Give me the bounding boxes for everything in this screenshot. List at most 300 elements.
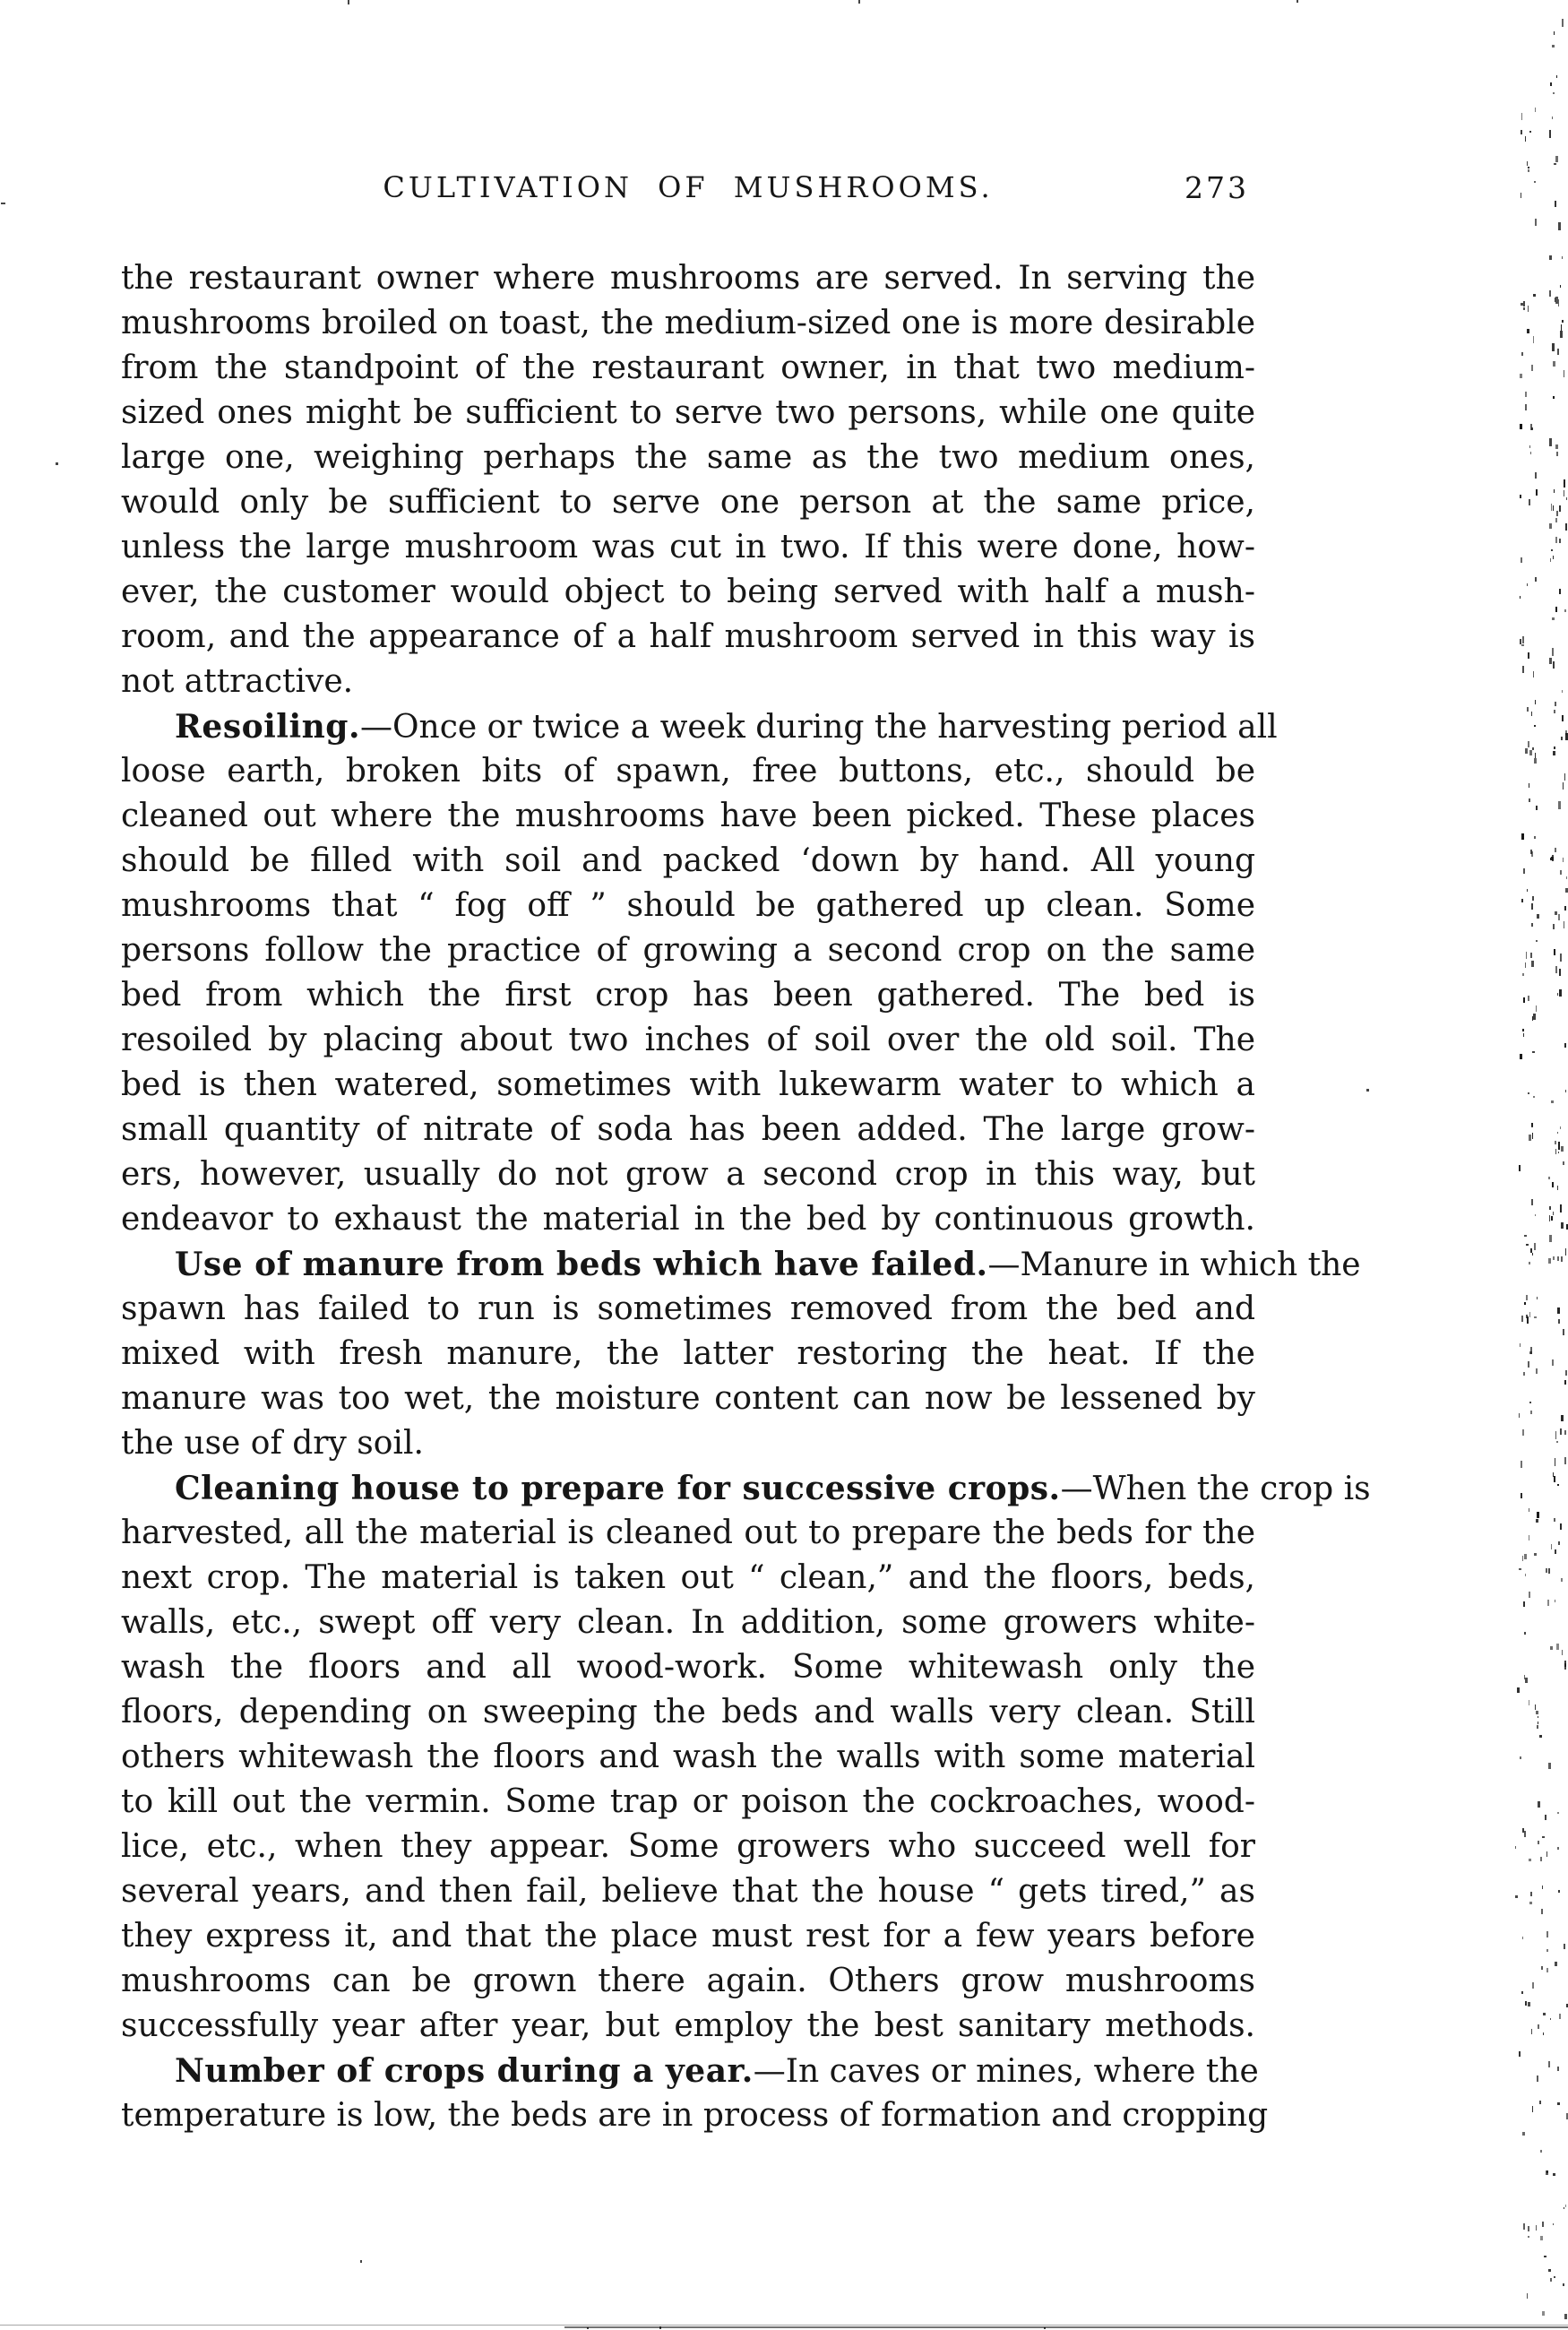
scan-noise-speck (1536, 1005, 1538, 1012)
scan-noise-speck (1537, 1512, 1539, 1518)
scan-noise-speck (1551, 1216, 1553, 1221)
scan-noise-speck (1523, 1601, 1525, 1608)
scan-noise-speck (1532, 747, 1534, 751)
scan-noise-speck (1536, 1711, 1538, 1714)
scan-artifact-speck (360, 2260, 362, 2263)
scan-noise-speck (1525, 1574, 1526, 1575)
scan-noise-speck (1541, 1966, 1543, 1970)
text-line: to kill out the vermin. Some trap or poison the cockroaches, wood- (121, 1783, 1255, 1820)
scan-noise-speck (1525, 136, 1526, 142)
scan-noise-speck (1529, 445, 1531, 449)
scan-noise-speck (1557, 1847, 1559, 1850)
text-line: the restaurant owner where mushrooms are served. In serving the (121, 260, 1255, 297)
scan-noise-speck (1532, 1133, 1533, 1139)
scan-noise-speck (1540, 1857, 1542, 1861)
scan-noise-speck (1552, 617, 1555, 620)
scan-noise-speck (1520, 495, 1521, 498)
scan-noise-speck (1558, 914, 1560, 919)
scan-noise-speck (1529, 1902, 1532, 1903)
scan-noise-speck (1522, 1937, 1524, 1939)
scan-noise-speck (1558, 801, 1561, 809)
scan-noise-speck (1558, 299, 1559, 306)
scan-noise-speck (1557, 1256, 1559, 1261)
scan-noise-speck (1558, 222, 1561, 230)
scan-artifact-speck (858, 0, 860, 4)
scan-noise-speck (1534, 725, 1536, 728)
scan-noise-speck (1557, 1186, 1558, 1190)
scan-noise-speck (1561, 1146, 1564, 1151)
scan-noise-speck (1533, 671, 1534, 677)
scan-noise-speck (1527, 889, 1529, 892)
scan-noise-speck (1560, 1428, 1562, 1435)
scan-noise-speck (1540, 2236, 1542, 2240)
scan-noise-speck (1537, 2075, 1538, 2082)
scan-noise-speck (1561, 1222, 1564, 1229)
scan-noise-speck (1564, 1457, 1566, 1465)
scan-noise-speck (1535, 108, 1536, 112)
scan-artifact-speck (1366, 1089, 1369, 1092)
scan-noise-speck (1533, 1014, 1536, 1020)
scan-noise-speck (1550, 82, 1552, 86)
scan-noise-speck (1527, 707, 1529, 711)
scan-noise-speck (1534, 1316, 1536, 1318)
scan-noise-speck (1552, 116, 1553, 119)
scan-noise-speck (1528, 1092, 1529, 1094)
scan-noise-speck (1564, 609, 1567, 611)
scan-noise-speck (1555, 537, 1557, 543)
paragraph-lead: Resoiling. (175, 708, 361, 746)
scan-noise-speck (1556, 511, 1558, 516)
scan-noise-speck (1528, 169, 1529, 172)
scan-noise-speck (1527, 583, 1529, 586)
scan-noise-speck (1548, 1763, 1551, 1769)
scan-noise-speck (1565, 1090, 1566, 1092)
scan-noise-speck (1523, 307, 1524, 311)
text-line: ers, however, usually do not grow a second crop in this way, but (121, 1156, 1255, 1193)
scan-noise-speck (1525, 392, 1527, 397)
scan-noise-speck (1526, 1295, 1529, 1300)
scan-noise-speck (1528, 306, 1529, 312)
scan-noise-speck (1554, 31, 1555, 34)
scan-noise-speck (1521, 899, 1523, 902)
scan-noise-speck (1564, 773, 1565, 781)
scan-noise-speck (1555, 966, 1556, 973)
scan-artifact-speck (1, 203, 5, 204)
text-line: from the standpoint of the restaurant owner, in that two medium- (121, 350, 1255, 386)
scan-artifact-bottom-line (564, 2326, 1568, 2328)
scan-noise-speck (1549, 1235, 1552, 1241)
scan-noise-speck (1553, 361, 1555, 366)
scan-noise-speck (1537, 1725, 1538, 1729)
scan-noise-speck (1531, 365, 1533, 371)
scan-noise-speck (1557, 1812, 1559, 1815)
scan-noise-speck (1529, 1262, 1530, 1264)
scan-noise-speck (1528, 741, 1529, 747)
scan-noise-speck (1564, 1430, 1566, 1435)
scan-noise-speck (1559, 969, 1561, 976)
scan-noise-speck (1566, 497, 1567, 501)
scan-noise-speck (1564, 1380, 1565, 1385)
scan-noise-speck (1520, 596, 1521, 599)
scan-noise-speck (1552, 855, 1554, 861)
text-line: next crop. The material is taken out “ clean,” and the floors, beds, (121, 1559, 1255, 1596)
scan-noise-speck (1565, 1664, 1566, 1667)
scan-noise-speck (1523, 1372, 1525, 1376)
scan-noise-speck (1549, 255, 1552, 260)
scan-noise-speck (1535, 700, 1537, 704)
text-line: manure was too wet, the moisture content can now be lessened by (121, 1380, 1255, 1417)
scan-noise-speck (1527, 161, 1528, 166)
text-line: Resoiling.—Once or twice a week during the harvesting period all (175, 708, 1278, 746)
scan-noise-speck (1538, 2024, 1539, 2029)
scan-noise-speck (1524, 1302, 1526, 1305)
scan-noise-speck (1548, 1177, 1549, 1178)
scan-noise-speck (1522, 973, 1524, 976)
scan-noise-speck (1527, 2293, 1528, 2298)
page-body (121, 256, 1371, 2138)
scan-noise-speck (1525, 1678, 1527, 1683)
scan-noise-speck (1554, 1476, 1556, 1482)
scan-noise-speck (1543, 2013, 1546, 2015)
scan-noise-speck (1561, 324, 1562, 331)
scan-noise-speck (1527, 329, 1529, 333)
scan-noise-speck (1535, 1704, 1536, 1710)
scan-noise-speck (1533, 1096, 1536, 1099)
scan-noise-speck (1556, 75, 1558, 78)
scan-noise-speck (1542, 2222, 1544, 2227)
scan-noise-speck (1554, 746, 1555, 749)
scan-noise-speck (1521, 113, 1522, 120)
scan-noise-speck (1564, 1043, 1566, 1048)
scan-noise-speck (1528, 1361, 1529, 1368)
scan-noise-speck (1529, 1135, 1531, 1141)
scan-noise-speck (1565, 523, 1567, 531)
scan-noise-speck (1562, 715, 1564, 721)
scan-noise-speck (1525, 748, 1528, 754)
scan-noise-speck (1538, 1801, 1540, 1808)
scan-noise-speck (1565, 730, 1567, 735)
scan-noise-speck (1551, 549, 1553, 551)
text-line: successfully year after year, but employ the best sanitary methods. (121, 2007, 1255, 2044)
scan-noise-speck (1553, 92, 1555, 94)
scan-noise-speck (1531, 851, 1533, 857)
scan-noise-speck (1546, 1931, 1548, 1937)
scan-noise-speck (1546, 1968, 1548, 1972)
scan-noise-speck (1540, 2150, 1541, 2153)
scan-noise-speck (1532, 1982, 1534, 1989)
scan-noise-speck (1536, 940, 1538, 942)
scan-noise-speck (1546, 1949, 1547, 1952)
scan-noise-speck (1555, 911, 1557, 915)
scan-noise-speck (1525, 404, 1527, 410)
scan-noise-speck (1555, 1149, 1556, 1154)
scan-noise-speck (1549, 438, 1552, 446)
text-line: not attractive. (121, 663, 354, 700)
scan-noise-speck (1530, 1248, 1532, 1254)
scan-noise-speck (1539, 1735, 1542, 1738)
scan-noise-speck (1557, 993, 1558, 996)
scan-noise-speck (1549, 1215, 1550, 1221)
scan-noise-speck (1543, 2032, 1544, 2035)
scan-noise-speck (1526, 1315, 1528, 1318)
scan-noise-speck (1563, 1329, 1564, 1335)
scan-noise-speck (1566, 876, 1567, 879)
scan-noise-speck (1519, 2051, 1521, 2057)
scan-noise-speck (1535, 219, 1537, 226)
text-line: Number of crops during a year.—In caves or mines, where the (175, 2052, 1259, 2090)
scan-noise-speck (1553, 396, 1555, 400)
text-line: cleaned out where the mushrooms have been picked. These places (121, 798, 1255, 834)
scan-noise-speck (1521, 352, 1523, 356)
scan-noise-speck (1563, 782, 1564, 789)
scan-noise-speck (1561, 1256, 1563, 1262)
scan-noise-speck (1552, 1359, 1554, 1366)
scan-artifact-speck (348, 0, 349, 4)
scan-noise-speck (1560, 1523, 1563, 1530)
scan-noise-speck (1557, 349, 1559, 355)
scan-noise-speck (1520, 424, 1522, 428)
text-line: mushrooms that “ fog off ” should be gathered up clean. Some (121, 887, 1255, 924)
scan-artifact-speck (1297, 0, 1298, 3)
text-line: wash the floors and all wood-work. Some whitewash only the (121, 1649, 1255, 1686)
paragraph-lead: Cleaning house to prepare for successive crops. (175, 1470, 1061, 1507)
text-line: bed is then watered, sometimes with lukewarm water to which a (121, 1066, 1255, 1103)
scan-noise-speck (1556, 1644, 1559, 1650)
text-line: mushrooms broiled on toast, the medium-sized one is more desirable (121, 305, 1255, 341)
scan-noise-speck (1528, 996, 1529, 1001)
scan-noise-speck (1532, 1016, 1533, 1020)
scan-noise-speck (1520, 374, 1522, 378)
text-line: floors, depending on sweeping the beds and walls very clean. Still (121, 1694, 1255, 1730)
text-line: spawn has failed to run is sometimes removed from the bed and (121, 1290, 1255, 1327)
text-line: small quantity of nitrate of soda has been added. The large grow- (121, 1111, 1255, 1148)
scan-noise-speck (1521, 130, 1522, 134)
text-line: the use of dry soil. (121, 1425, 424, 1462)
scan-noise-speck (1546, 2170, 1548, 2173)
scan-artifact-speck (56, 462, 58, 465)
scan-noise-speck (1553, 924, 1555, 929)
scan-noise-speck (1554, 2276, 1555, 2278)
scan-noise-speck (1528, 2236, 1530, 2238)
paragraph-lead: Use of manure from beds which have failed. (175, 1246, 988, 1283)
scan-noise-speck (1562, 320, 1564, 324)
scan-noise-speck (1565, 1248, 1566, 1256)
scan-noise-speck (1524, 1831, 1525, 1837)
scan-noise-speck (1537, 1297, 1538, 1299)
scan-noise-speck (1565, 2205, 1567, 2206)
scan-noise-speck (1521, 1493, 1523, 1498)
scan-noise-speck (1523, 2223, 1526, 2230)
scan-noise-speck (1560, 870, 1562, 875)
scan-noise-speck (1534, 1243, 1536, 1250)
scan-noise-speck (1544, 2256, 1546, 2257)
scan-noise-speck (1554, 710, 1555, 713)
scan-noise-speck (1522, 636, 1524, 643)
scan-noise-speck (1550, 1646, 1552, 1650)
text-line: mixed with fresh manure, the latter restoring the heat. If the (121, 1335, 1255, 1372)
scan-noise-speck (1556, 452, 1558, 456)
scan-noise-speck (1553, 505, 1554, 511)
scan-noise-speck (1522, 666, 1524, 673)
scan-noise-speck (1532, 896, 1534, 901)
text-line: room, and the appearance of a half mushroom served in this way is (121, 618, 1255, 655)
scan-noise-speck (1529, 750, 1532, 755)
scan-noise-speck (1520, 1343, 1521, 1348)
scan-noise-speck (1529, 1351, 1531, 1354)
scan-noise-speck (1561, 1578, 1564, 1582)
scan-noise-speck (1529, 1592, 1530, 1597)
scan-noise-speck (1529, 1312, 1531, 1317)
text-line: mushrooms can be grown there again. Others grow mushrooms (121, 1963, 1255, 1999)
scan-noise-speck (1535, 577, 1537, 582)
scan-noise-speck (1553, 1256, 1555, 1260)
scan-noise-speck (1521, 1461, 1522, 1468)
text-line: loose earth, broken bits of spawn, free buttons, etc., should be (121, 753, 1255, 790)
scan-noise-speck (1563, 1161, 1564, 1165)
text-line: persons follow the practice of growing a second crop on the same (121, 932, 1255, 969)
scan-noise-speck (1560, 954, 1562, 961)
text-line: sized ones might be sufficient to serve two persons, while one quite (121, 394, 1255, 431)
scan-noise-speck (1552, 1182, 1554, 1187)
scan-noise-speck (1562, 19, 1564, 26)
scan-noise-speck (1558, 1319, 1560, 1324)
scan-noise-speck (1533, 294, 1536, 297)
scan-noise-speck (1542, 2311, 1545, 2316)
scan-noise-speck (1534, 836, 1535, 840)
page-number: 273 (1185, 170, 1249, 205)
scan-noise-speck (1531, 1123, 1533, 1127)
text-line: unless the large mushroom was cut in two. If this were done, how- (121, 529, 1255, 565)
scan-noise-speck (1531, 923, 1534, 927)
scan-noise-speck (1553, 1472, 1555, 1476)
scan-noise-speck (1555, 156, 1558, 162)
scan-noise-speck (1536, 806, 1538, 811)
scan-noise-speck (1531, 2029, 1532, 2033)
scan-noise-speck (1554, 949, 1555, 955)
scan-noise-speck (1555, 518, 1557, 522)
text-line: large one, weighing perhaps the same as the two medium ones, (121, 439, 1255, 476)
scan-noise-speck (1528, 167, 1529, 168)
text-line: resoiled by placing about two inches of soil over the old soil. The (121, 1022, 1255, 1058)
scan-noise-speck (1530, 953, 1533, 957)
scan-noise-speck (1530, 424, 1531, 429)
scan-noise-speck (1522, 2132, 1524, 2136)
scan-noise-speck (1533, 336, 1534, 343)
scan-noise-speck (1558, 1142, 1559, 1150)
scan-noise-speck (1534, 758, 1537, 764)
scan-noise-speck (1524, 1235, 1527, 1238)
scan-noise-speck (1524, 1554, 1527, 1559)
scan-noise-speck (1537, 914, 1539, 919)
scan-noise-speck (1541, 1909, 1543, 1914)
scan-noise-speck (1550, 2018, 1552, 2020)
scan-noise-speck (1547, 1600, 1550, 1606)
text-line: several years, and then fail, believe that the house “ gets tired,” as (121, 1873, 1255, 1910)
scan-noise-speck (1526, 1244, 1528, 1246)
text-line: Cleaning house to prepare for successive crops.—When the crop is (175, 1470, 1371, 1507)
scan-noise-speck (1521, 303, 1523, 306)
scan-noise-speck (1559, 539, 1561, 543)
scan-noise-speck (1528, 652, 1529, 659)
scan-noise-speck (1531, 1199, 1533, 1205)
text-line: Use of manure from beds which have failed.—Manure in which the (175, 1246, 1361, 1283)
scan-noise-speck (1550, 858, 1551, 860)
scan-noise-speck (1550, 558, 1551, 561)
scan-noise-speck (1524, 1632, 1527, 1634)
scan-noise-speck (1529, 131, 1531, 133)
text-line: endeavor to exhaust the material in the bed by continuous growth. (121, 1201, 1255, 1238)
scan-noise-speck (1556, 1441, 1558, 1443)
text-line: walls, etc., swept off very clean. In addition, some growers white- (121, 1604, 1255, 1641)
scan-noise-speck (1555, 201, 1556, 206)
scan-noise-speck (1548, 1568, 1550, 1573)
scan-noise-speck (1548, 2061, 1550, 2067)
scan-noise-speck (1558, 1890, 1560, 1893)
scan-noise-speck (1551, 1544, 1553, 1549)
scan-noise-speck (1531, 961, 1534, 967)
scan-noise-speck (1552, 45, 1554, 47)
scan-noise-speck (1535, 472, 1537, 479)
text-line: would only be sufficient to serve one person at the same price, (121, 484, 1255, 521)
scan-noise-speck (1536, 2225, 1537, 2231)
text-line: they express it, and that the place must rest for a few years before (121, 1918, 1255, 1955)
scan-noise-speck (1523, 301, 1525, 306)
scan-noise-speck (1559, 589, 1560, 594)
scan-noise-speck (1549, 290, 1551, 297)
scan-noise-speck (1534, 1553, 1537, 1556)
scan-noise-speck (1529, 798, 1530, 803)
scan-noise-speck (1555, 607, 1557, 612)
scan-noise-speck (1539, 2101, 1541, 2104)
scan-noise-speck (1563, 858, 1564, 862)
scan-noise-speck (1560, 285, 1561, 288)
scan-noise-speck (1542, 1836, 1544, 1838)
scan-noise-speck (1520, 1054, 1521, 1059)
scan-noise-speck (1553, 661, 1555, 669)
scan-noise-speck (1531, 712, 1533, 717)
scan-noise-speck (1552, 648, 1553, 656)
scan-noise-speck (1554, 1518, 1555, 1522)
scan-noise-speck (1526, 952, 1527, 959)
scan-noise-speck (1528, 2002, 1530, 2006)
scan-noise-speck (1548, 1258, 1551, 1264)
scan-noise-speck (1564, 906, 1566, 910)
scan-noise-speck (1562, 690, 1563, 693)
scan-noise-speck (1532, 1051, 1535, 1053)
scan-noise-speck (1534, 181, 1536, 183)
scan-noise-speck (1531, 903, 1533, 910)
scan-noise-speck (1530, 1892, 1532, 1896)
scan-noise-speck (1555, 1431, 1556, 1438)
scan-noise-speck (1529, 1859, 1530, 1861)
scan-noise-speck (1521, 833, 1523, 840)
text-line: bed from which the first crop has been gathered. The bed is (121, 977, 1255, 1014)
scan-noise-speck (1554, 489, 1555, 493)
scan-noise-speck (1555, 444, 1557, 448)
scan-noise-speck (1558, 1152, 1560, 1153)
scan-noise-speck (1521, 1316, 1523, 1322)
scan-noise-speck (1562, 1650, 1563, 1655)
scan-noise-speck (1554, 163, 1556, 166)
scan-noise-speck (1523, 1033, 1524, 1037)
scan-noise-speck (1520, 1756, 1521, 1760)
scan-noise-speck (1552, 343, 1555, 351)
text-line: lice, etc., when they appear. Some growers who succeed well for (121, 1828, 1255, 1865)
text-line: should be filled with soil and packed ‘down by hand. All young (121, 842, 1255, 879)
scan-noise-speck (1521, 644, 1523, 646)
scan-noise-speck (1549, 658, 1552, 664)
scan-noise-speck (1535, 1214, 1536, 1216)
